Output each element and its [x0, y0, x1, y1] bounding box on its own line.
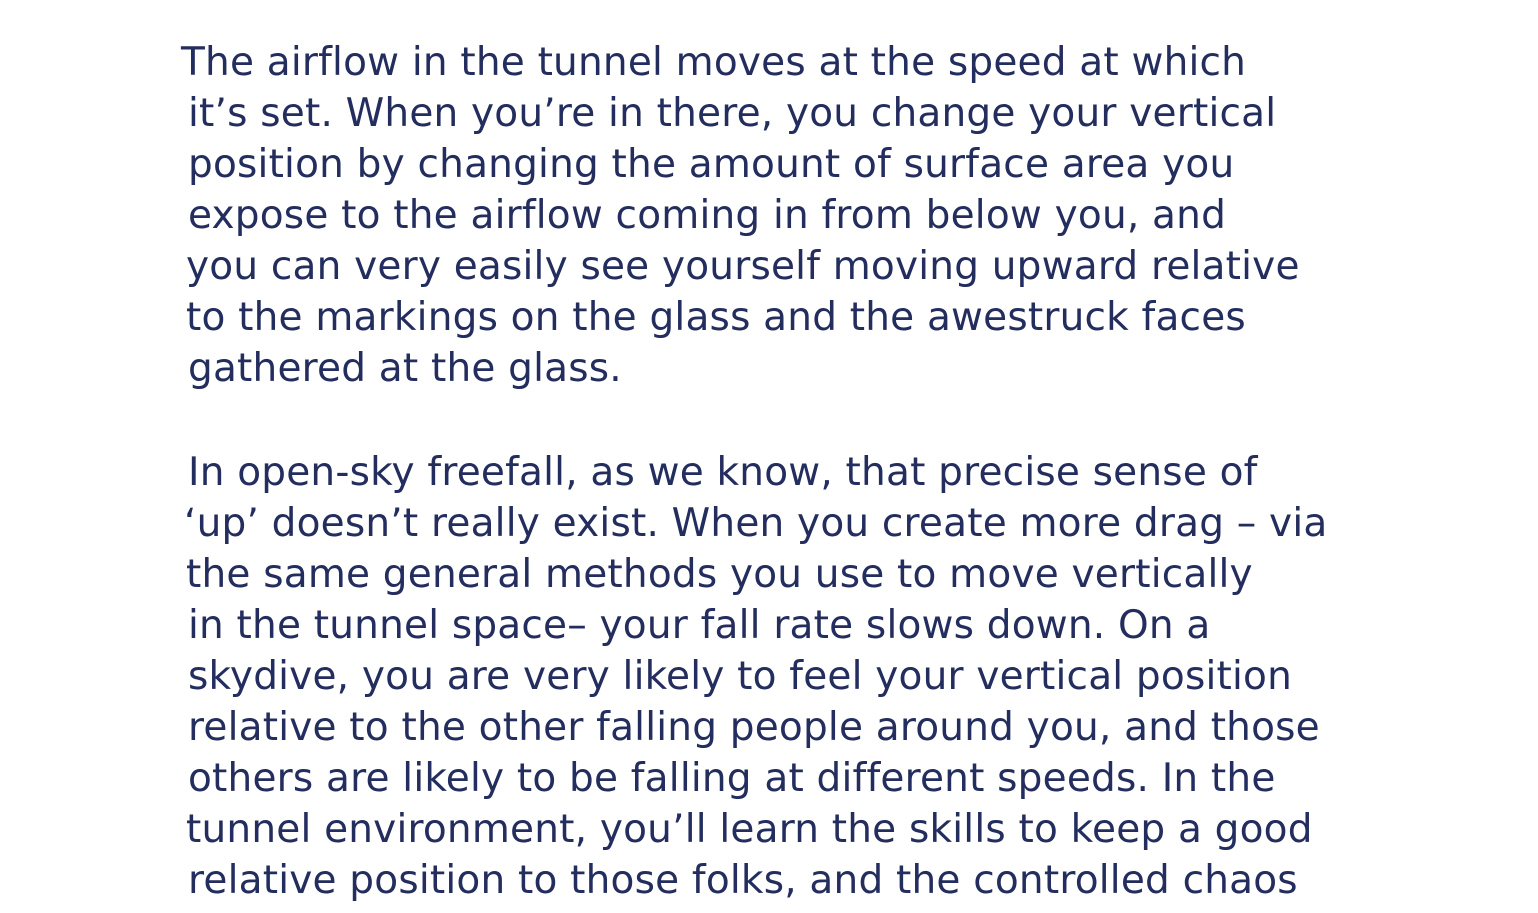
text-line: The airflow in the tunnel moves at the speed at which	[181, 40, 1247, 85]
text-line: to the markings on the glass and the awestruck faces	[186, 295, 1246, 340]
text-line: in the tunnel space– your fall rate slows down. On a	[188, 603, 1211, 648]
text-line: ‘up’ doesn’t really exist. When you create more drag – via	[184, 501, 1328, 546]
text-line: relative to the other falling people around you, and those	[188, 705, 1320, 750]
text-line: tunnel environment, you’ll learn the skills to keep a good	[186, 807, 1313, 852]
text-line: In open-sky freefall, as we know, that precise sense of	[188, 450, 1258, 495]
text-line: you can very easily see yourself moving upward relative	[186, 244, 1300, 289]
text-line: relative position to those folks, and the controlled chaos	[188, 858, 1298, 903]
text-line: the same general methods you use to move vertically	[186, 552, 1253, 597]
text-line: others are likely to be falling at different speeds. In the	[188, 756, 1276, 801]
text-line: skydive, you are very likely to feel your vertical position	[188, 654, 1293, 699]
text-line: gathered at the glass.	[188, 346, 622, 391]
text-line: expose to the airflow coming in from below you, and	[188, 193, 1227, 238]
text-line: it’s set. When you’re in there, you change your vertical	[188, 91, 1277, 136]
text-line: position by changing the amount of surface area you	[188, 142, 1235, 187]
